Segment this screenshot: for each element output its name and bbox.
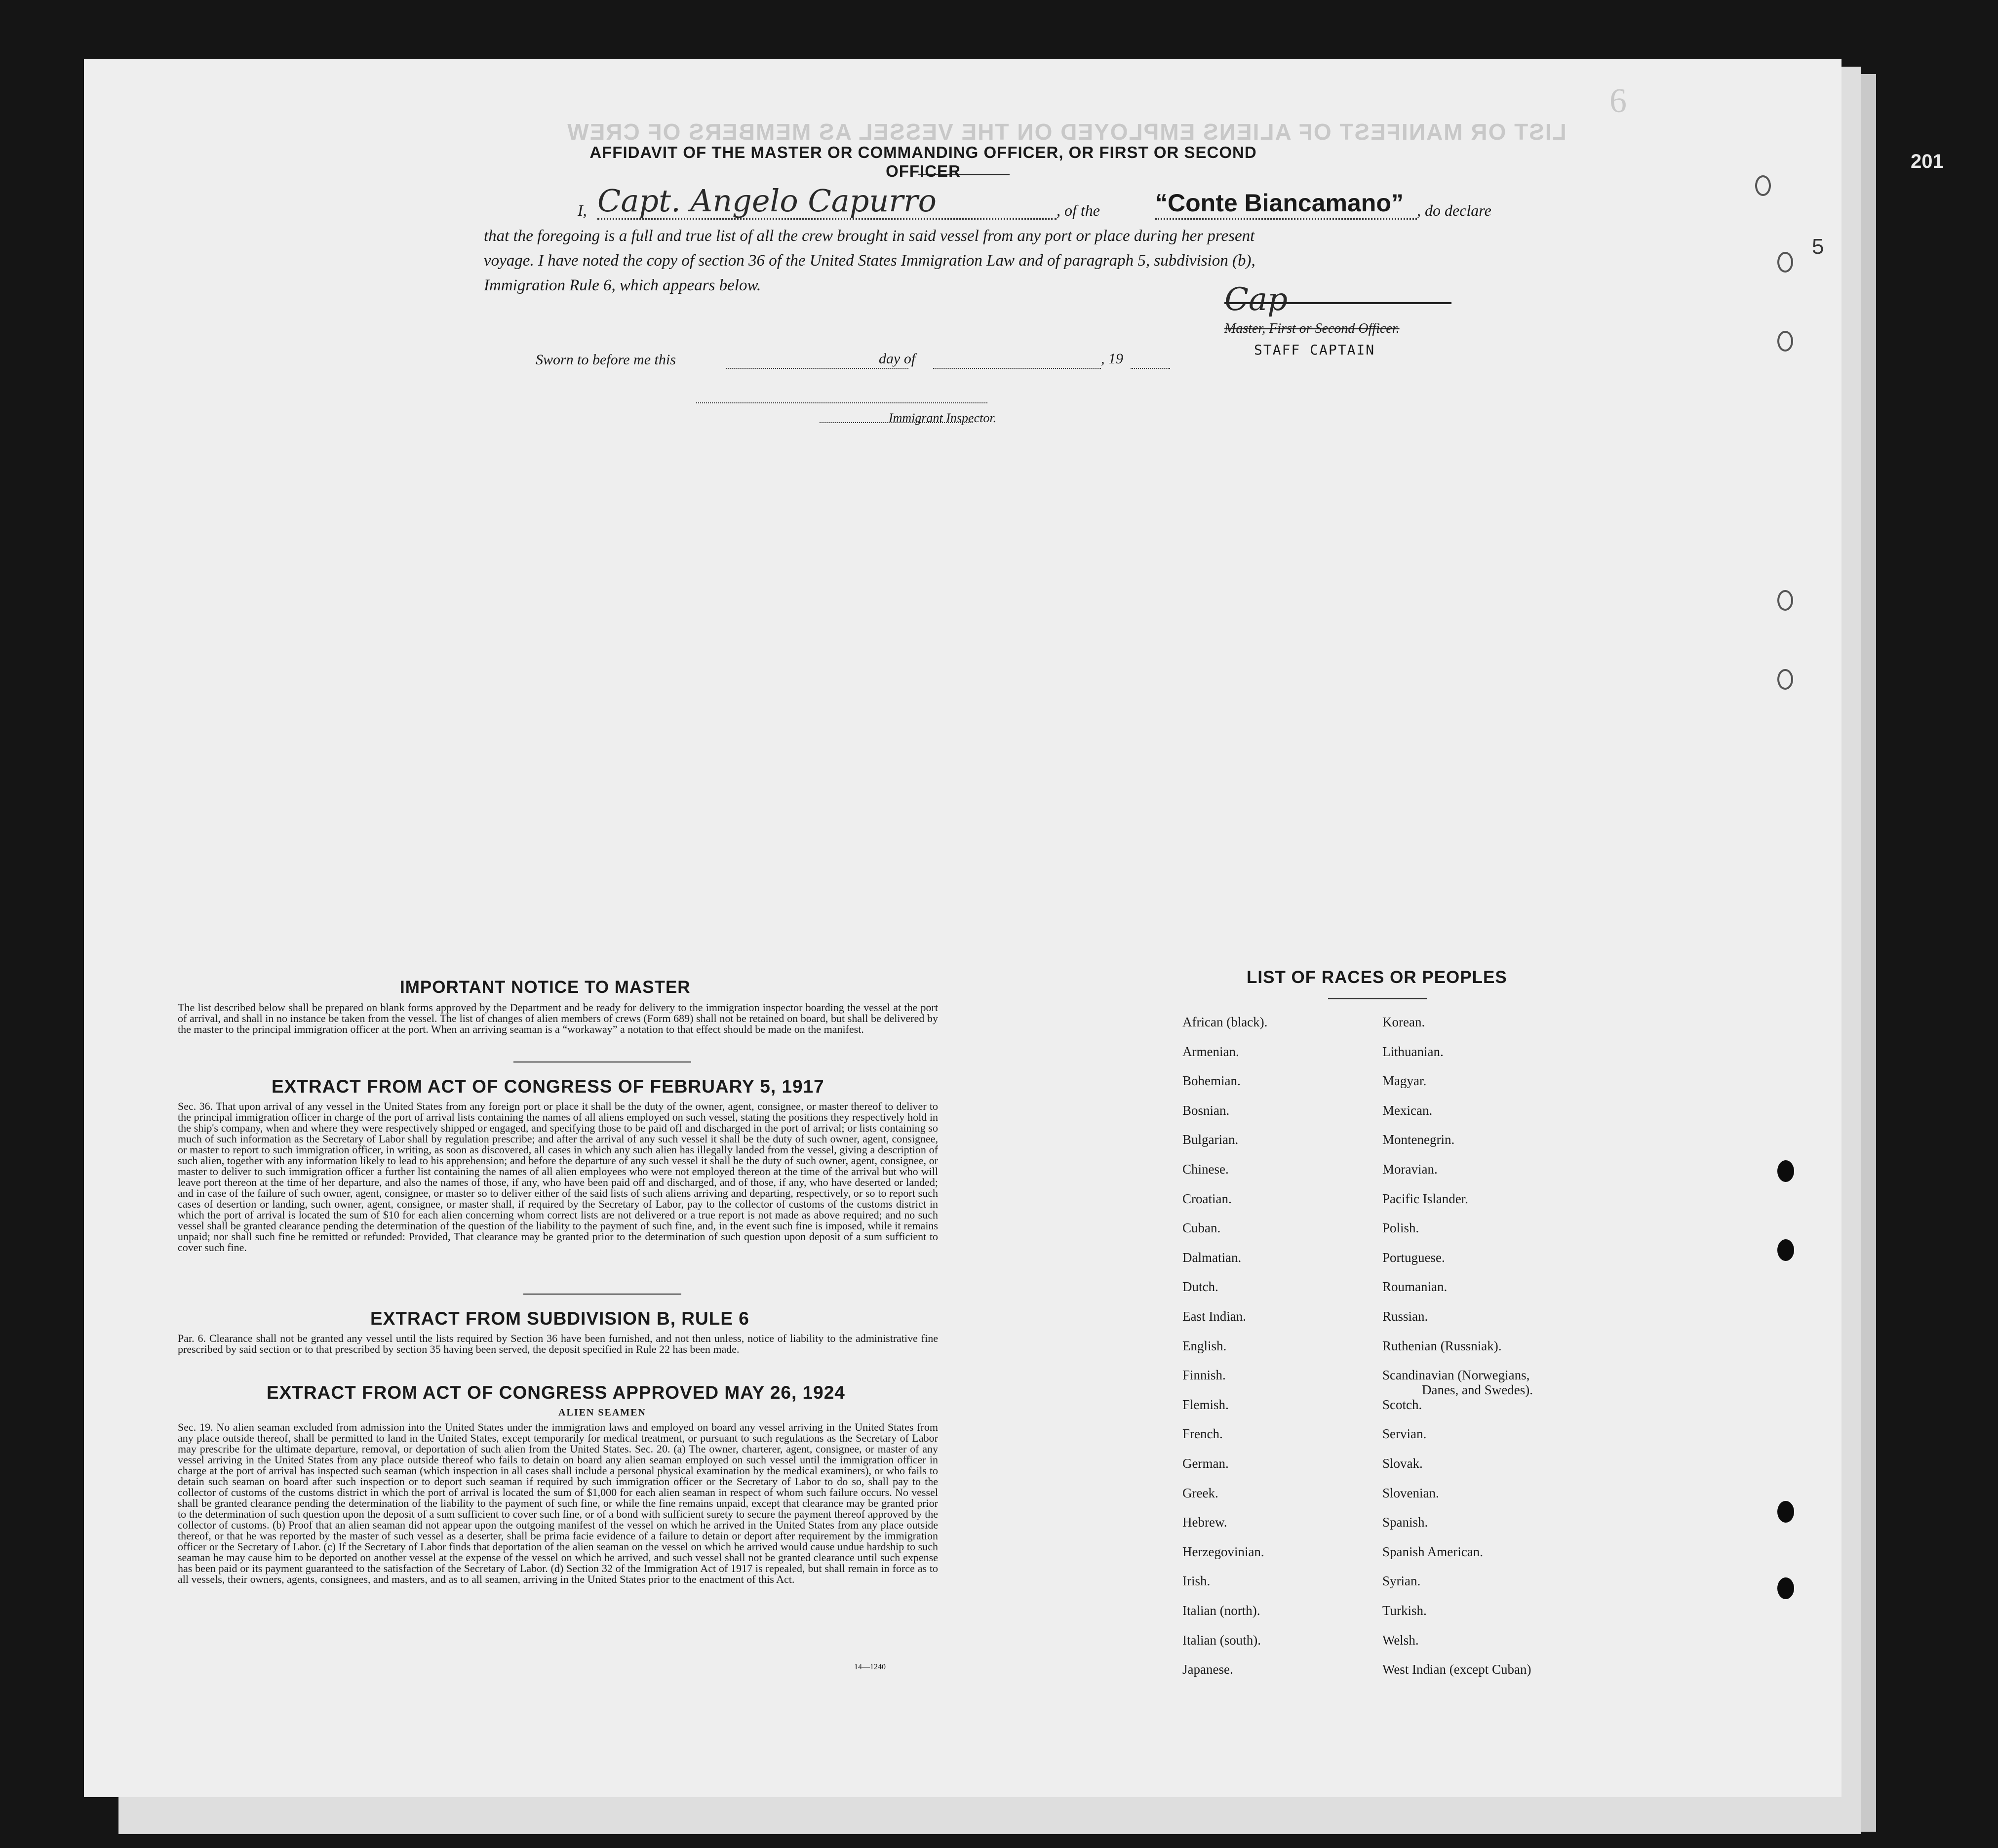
race-item: Montenegrin. xyxy=(1382,1132,1455,1147)
race-item: Irish. xyxy=(1182,1573,1211,1589)
race-item: Servian. xyxy=(1382,1426,1427,1442)
do-declare-label: , do declare xyxy=(1417,201,1491,219)
binder-ring xyxy=(1777,331,1793,352)
race-continuation: Danes, and Swedes). xyxy=(1422,1382,1533,1397)
bleed-through-title: LIST OR MANIFEST OF ALIENS EMPLOYED ON THE VESSEL AS MEMBERS OF CREW xyxy=(566,119,1567,145)
vessel-name: “Conte Biancamano” xyxy=(1155,189,1404,217)
extract-1917-title: EXTRACT FROM ACT OF CONGRESS OF FEBRUARY 5, 1917 xyxy=(272,1076,824,1097)
race-item: Spanish. xyxy=(1382,1515,1428,1530)
margin-number: 201 xyxy=(1911,151,1944,172)
inspector-signature-line xyxy=(696,402,987,403)
race-item: Spanish American. xyxy=(1382,1544,1483,1559)
form-number: 14—1240 xyxy=(854,1663,886,1671)
binder-ring xyxy=(1777,590,1793,611)
year-label: , 19 xyxy=(1101,351,1123,367)
year-line xyxy=(1131,368,1170,369)
margin-mark: 5 xyxy=(1812,235,1824,259)
extract-1924-title: EXTRACT FROM ACT OF CONGRESS APPROVED MAY 26, 1924 xyxy=(267,1382,845,1403)
race-item: Flemish. xyxy=(1182,1397,1229,1412)
race-item: African (black). xyxy=(1182,1015,1268,1029)
race-item: Korean. xyxy=(1382,1015,1425,1029)
binder-ring xyxy=(1777,252,1793,273)
race-item: Chinese. xyxy=(1182,1162,1229,1177)
officer-label: Master, First or Second Officer. xyxy=(1224,321,1400,336)
race-item: Cuban. xyxy=(1182,1220,1221,1236)
race-item: Scotch. xyxy=(1382,1397,1422,1412)
of-the-label: , of the xyxy=(1057,201,1100,219)
race-item: English. xyxy=(1182,1338,1227,1353)
affidavit-title: AFFIDAVIT OF THE MASTER OR COMMANDING OFFICER, OR FIRST OR SECOND OFFICER xyxy=(589,143,1257,180)
day-of-label: day of xyxy=(879,351,916,367)
divider xyxy=(918,174,1010,175)
punch-hole xyxy=(1777,1501,1794,1523)
vessel-line xyxy=(1155,218,1417,220)
race-item: Welsh. xyxy=(1382,1632,1419,1648)
sworn-label: Sworn to before me this xyxy=(536,352,676,368)
notice-body: The list described below shall be prepared on blank forms approved by the Department and be ready for delivery to the immigration inspector boarding the vessel at the port of arrival, and shall in no instance be taken from the vessel. The list of changes of alien members of crews (Form 689) shall not be retained on board, but shall be delivered by the master to the principal immigration officer at the port. When an arriving seaman is a “workaway” a notation to that effect should be made on the manifest. xyxy=(178,1001,938,1035)
inspector-label: Immigrant Inspector. xyxy=(889,411,997,425)
binder-ring xyxy=(1777,669,1793,690)
race-item: Herzegovinian. xyxy=(1182,1544,1264,1559)
race-item: Roumanian. xyxy=(1382,1279,1448,1295)
race-item: Moravian. xyxy=(1382,1162,1438,1177)
extract-1917-body: Sec. 36. That upon arrival of any vessel in the United States from any foreign port or place it shall be the duty of the owner, agent, consignee, or master thereof to deliver to the principal immigration officer in charge of the port of arrival lists containing the names of all aliens employed on such vessel, stating the positions they respectively hold in the ship's company, when and where they were respectively shipped or engaged, and specifying those to be paid off and discharged in the port of arrival; or lists containing so much of such information as the Secretary of Labor shall by regulation prescribe; and after the arrival of any such vessel it shall be the duty of such owner, agent, consignee, or master to report to such immigration officer, in writing, as soon as discovered, all cases in which any such alien has illegally landed from the vessel, giving a description of such alien, together with any information likely to lead to his apprehension; and before the departure of any such vessel it shall be the duty of such owner, agent, consignee, or master to deliver to such immigration officer a further list containing the names of all alien employees who were not employed thereon at the time of the arrival but who will leave port thereon at the time of her departure, and also the names of those, if any, who have been paid off and discharged, and of those, if any, who have deserted or landed; and in case of the failure of such owner, agent, consignee, or master so to deliver either of the said lists of such aliens arriving and departing, respectively, or so to report such cases of desertion or landing, such owner, agent, consignee, or master shall, if required by the Secretary of Labor, pay to the collector of customs of the customs district in which the port of arrival is located the sum of $10 for each alien concerning whom correct lists are not delivered or a true report is not made as above required; and no such vessel shall be granted clearance pending the determination of the question of the liability to the payment of such fine, and, in the event such fine is imposed, while it remains unpaid; nor shall such fine be remitted or refunded: Provided, That clearance may be granted prior to the determination of such question upon deposit of a sum sufficient to cover such fine. xyxy=(178,1100,938,1254)
race-item: Lithuanian. xyxy=(1382,1044,1444,1059)
race-item: West Indian (except Cuban) xyxy=(1382,1662,1531,1677)
divider xyxy=(1328,998,1427,999)
race-item: Magyar. xyxy=(1382,1073,1427,1089)
race-item: Mexican. xyxy=(1382,1102,1433,1118)
notice-title: IMPORTANT NOTICE TO MASTER xyxy=(400,978,691,997)
affidavit-line-2: that the foregoing is a full and true list of all the crew brought in said vessel from any port or place during her present xyxy=(484,227,1255,245)
binder-ring xyxy=(1755,175,1771,196)
extract-rule6-body: Par. 6. Clearance shall not be granted any vessel until the lists required by Section 36 have been furnished, and not then unless, notice of liability to the administrative fine prescribed by said section or to that prescribed by section 35 having been served, the deposit specified in Rule 22 has been made. xyxy=(178,1332,938,1355)
race-item: Syrian. xyxy=(1382,1573,1421,1589)
document-page xyxy=(84,59,1841,1797)
race-item: Scandinavian (Norwegians, xyxy=(1382,1368,1530,1383)
divider xyxy=(523,1294,681,1295)
punch-hole xyxy=(1777,1239,1794,1261)
race-item: Japanese. xyxy=(1182,1662,1233,1677)
race-item: East Indian. xyxy=(1182,1309,1246,1324)
signature-stroke xyxy=(1224,302,1451,304)
races-title: LIST OF RACES OR PEOPLES xyxy=(1247,968,1507,987)
race-item: German. xyxy=(1182,1456,1229,1471)
punch-hole xyxy=(1777,1577,1794,1599)
race-item: Russian. xyxy=(1382,1309,1428,1324)
staff-captain-stamp: STAFF CAPTAIN xyxy=(1254,342,1375,358)
race-item: Portuguese. xyxy=(1382,1250,1445,1265)
race-item: Italian (south). xyxy=(1182,1632,1261,1648)
affidavit-i-label: I, xyxy=(578,201,587,219)
affidavit-line-3: voyage. I have noted the copy of section 36 of the United States Immigration Law and of paragraph 5, subdivision (b), xyxy=(484,252,1255,270)
page-mark: 6 xyxy=(1609,82,1627,120)
extract-rule6-title: EXTRACT FROM SUBDIVISION B, RULE 6 xyxy=(370,1308,749,1329)
race-item: Italian (north). xyxy=(1182,1603,1260,1618)
sworn-day-line xyxy=(726,368,908,369)
month-line xyxy=(933,368,1101,369)
race-item: Bosnian. xyxy=(1182,1102,1230,1118)
signer-handwritten: Capt. Angelo Capurro xyxy=(597,183,937,219)
race-item: Turkish. xyxy=(1382,1603,1427,1618)
race-item: Finnish. xyxy=(1182,1368,1226,1383)
race-item: Armenian. xyxy=(1182,1044,1239,1059)
affidavit-line-4: Immigration Rule 6, which appears below. xyxy=(484,276,761,294)
race-item: Pacific Islander. xyxy=(1382,1191,1468,1206)
race-item: Hebrew. xyxy=(1182,1515,1227,1530)
race-item: Croatian. xyxy=(1182,1191,1232,1206)
race-item: French. xyxy=(1182,1426,1223,1442)
signer-line xyxy=(597,218,1057,220)
officer-signature: Cap xyxy=(1224,281,1288,318)
race-item: Slovak. xyxy=(1382,1456,1423,1471)
race-item: Bohemian. xyxy=(1182,1073,1241,1089)
punch-hole xyxy=(1777,1160,1794,1182)
race-item: Polish. xyxy=(1382,1220,1419,1236)
race-item: Bulgarian. xyxy=(1182,1132,1239,1147)
race-item: Slovenian. xyxy=(1382,1485,1439,1500)
alien-seamen-subtitle: ALIEN SEAMEN xyxy=(558,1407,646,1418)
race-item: Dalmatian. xyxy=(1182,1250,1242,1265)
race-item: Dutch. xyxy=(1182,1279,1218,1295)
extract-1924-body: Sec. 19. No alien seaman excluded from admission into the United States under the immigration laws and employed on board any vessel arriving in the United States from any place outside thereof, shall be permitted to land in the United States, except temporarily for medical treatment, or pursuant to such regulations as the Secretary of Labor may prescribe for the ultimate departure, removal, or deportation of such alien from the United States. Sec. 20. (a) The owner, charterer, agent, consignee, or master of any vessel arriving in the United States from any place outside thereof who fails to detain on board any alien seaman employed on such vessel until the immigration officer in charge at the port of arrival has inspected such seaman (which inspection in all cases shall include a personal physical examination by the medical examiners), or who fails to detain such seaman on board after such inspection or to deport such seaman if required by such immigration officer or the Secretary of Labor to do so, shall pay to the collector of customs of the customs district in which the port of arrival is located the sum of $1,000 for each alien seaman in respect of whom such failure occurs. No vessel shall be granted clearance pending the determination of the liability to the payment of such fine, or while the fine remains unpaid, except that clearance may be granted prior to the determination of such question upon the deposit of a sum sufficient to cover such fine, or of a bond with sufficient surety to secure the payment thereof approved by the collector of customs. (b) Proof that an alien seaman did not appear upon the outgoing manifest of the vessel on which he arrived in the United States from any place outside thereof, or that he was reported by the master of such vessel as a deserter, shall be prima facie evidence of a failure to detain or deport after requirement by the immigration officer or the Secretary of Labor. (c) If the Secretary of Labor finds that deportation of the alien seaman on the vessel on which he arrived would cause undue hardship to such seaman he may cause him to be deported on another vessel at the expense of the vessel on which he arrived, and such vessel shall not be granted clearance until such expense has been paid or its payment guaranteed to the satisfaction of the Secretary of Labor. (d) Section 32 of the Immigration Act of 1917 is repealed, but shall remain in force as to all vessels, their owners, agents, consignees, and masters, and as to all seamen, arriving in the United States prior to the enactment of this Act. xyxy=(178,1421,938,1585)
race-item: Greek. xyxy=(1182,1485,1218,1500)
race-item: Ruthenian (Russniak). xyxy=(1382,1338,1502,1353)
